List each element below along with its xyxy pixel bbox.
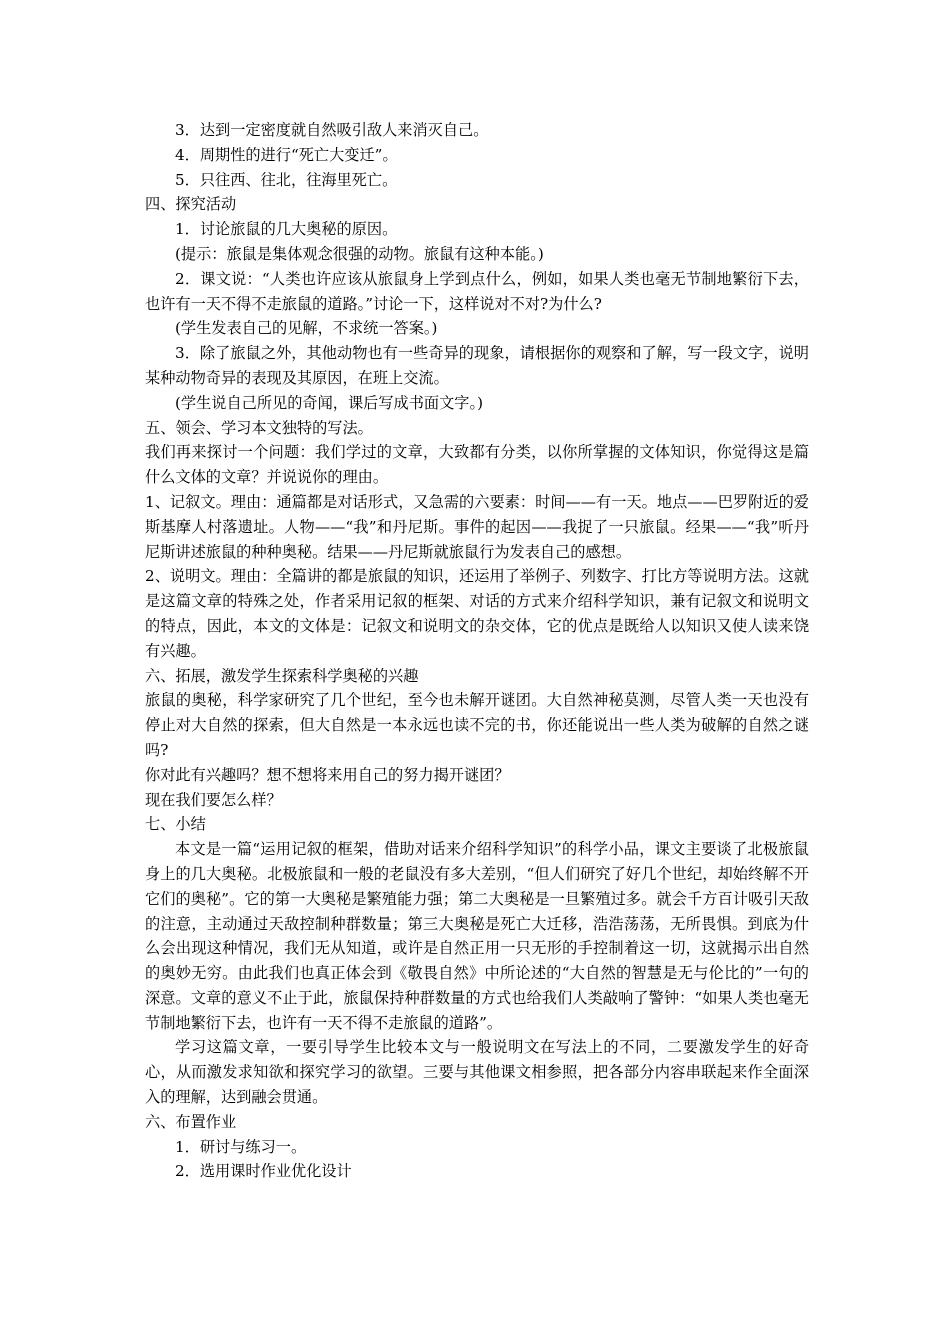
indented-paragraph: (学生发表自己的见解，不求统一答案。) <box>175 319 438 338</box>
body-paragraph: 六、布置作业 <box>145 1112 237 1131</box>
indented-paragraph: 2．课文说：“人类也许应该从旅鼠身上学到点什么，例如，如果人类也毫无节制地繁衍下去，也许有一天不得不走旅鼠的道路。”讨论一下，这样说对不对?为什么? <box>145 269 809 313</box>
body-paragraph: 现在我们要怎么样？ <box>145 790 282 809</box>
body-paragraph: 七、小结 <box>145 815 206 834</box>
indented-paragraph: 1．讨论旅鼠的几大奥秘的原因。 <box>175 220 398 239</box>
body-paragraph: 四、探究活动 <box>145 195 237 214</box>
indented-paragraph: 3．除了旅鼠之外，其他动物也有一些奇异的现象，请根据你的观察和了解，写一段文字，说明某种动物奇异的表现及其原因，在班上交流。 <box>145 344 809 387</box>
indented-paragraph: (学生说自己所见的奇闻，课后写成书面文字。) <box>175 393 484 412</box>
indented-paragraph: 3．达到一定密度就自然吸引敌人来消灭自己。 <box>175 121 489 139</box>
body-paragraph: 我们再来探讨一个问题：我们学过的文章，大致都有分类，以你所掌握的文体知识，你觉得这是篇什么文体的文章？并说说你的理由。 <box>145 443 809 487</box>
indented-paragraph: 学习这篇文章，一要引导学生比较本文与一般说明文在写法上的不同，二要激发学生的好奇心，从而激发求知欲和探究学习的欲望。三要与其他课文相参照，把各部分内容串联起来作全面深入的理解，达到融会贯通。 <box>145 1038 809 1107</box>
body-paragraph: 2、说明文。理由：全篇讲的都是旅鼠的知识，还运用了举例子、列数字、打比方等说明方法。这就是这篇文章的特殊之处，作者采用记叙的框架、对话的方式来介绍科学知识，兼有记叙文和说明文的特点，因此，本文的文体是：记叙文和说明文的杂交体，它的优点是既给人以知识又使人读来饶有兴趣。 <box>145 567 809 660</box>
body-paragraph: 1、记叙文。理由：通篇都是对话形式，又急需的六要素：时间——有一天。地点——巴罗附近的爱斯基摩人村落遗址。人物——“我”和丹尼斯。事件的起因——我捉了一只旅鼠。经果——“我”听丹尼斯讲述旅鼠的种种奥秘。结果——丹尼斯就旅鼠行为发表自己的感想。 <box>145 492 809 561</box>
body-paragraph: 旅鼠的奥秘，科学家研究了几个世纪，至今也未解开谜团。大自然神秘莫测，尽管人类一天也没有停止对大自然的探索，但大自然是一本永远也读不完的书，你还能说出一些人类为破解的自然之谜吗? <box>145 691 809 759</box>
indented-paragraph: 本文是一篇“运用记叙的框架，借助对话来介绍科学知识”的科学小品，课文主要谈了北极旅鼠身上的几大奥秘。北极旅鼠和一般的老鼠没有多大差别，“但人们研究了好几个世纪，却始终解不开它们的奥秘”。它的第一大奥秘是繁殖能力强；第二大奥秘是一旦繁殖过多。就会千方百计吸引天敌的注意，主动通过天敌控制种群数量；第三大奥秘是死亡大迁移，浩浩荡荡，无所畏惧。到底为什么会出现这种情况，我们无从知道，或许是自然正用一只无形的手控制着这一切，这就揭示出自然的奥妙无穷。由此我们也真正体会到《敬畏自然》中所论述的“大自然的智慧是无与伦比的”一句的深意。文章的意义不止于此，旅鼠保持种群数量的方式也给我们人类敲响了警钟：“如果人类也毫无节制地繁衍下去，也许有一天不得不走旅鼠的道路”。 <box>145 840 809 1032</box>
body-paragraph: 你对此有兴趣吗？想不想将来用自己的努力揭开谜团？ <box>145 765 510 784</box>
indented-paragraph: 2．选用课时作业优化设计 <box>175 1162 352 1181</box>
indented-paragraph: (提示：旅鼠是集体观念很强的动物。旅鼠有这种本能。) <box>175 244 544 263</box>
body-paragraph: 六、拓展，激发学生探索科学奥秘的兴趣 <box>145 666 419 685</box>
body-paragraph: 五、领会、学习本文独特的写法。 <box>145 418 373 437</box>
indented-paragraph: 1．研讨与练习一。 <box>175 1137 307 1156</box>
indented-paragraph: 4．周期性的进行“死亡大变迁”。 <box>175 145 398 164</box>
indented-paragraph: 5．只往西、往北，往海里死亡。 <box>175 170 398 189</box>
document-page <box>145 118 809 1184</box>
